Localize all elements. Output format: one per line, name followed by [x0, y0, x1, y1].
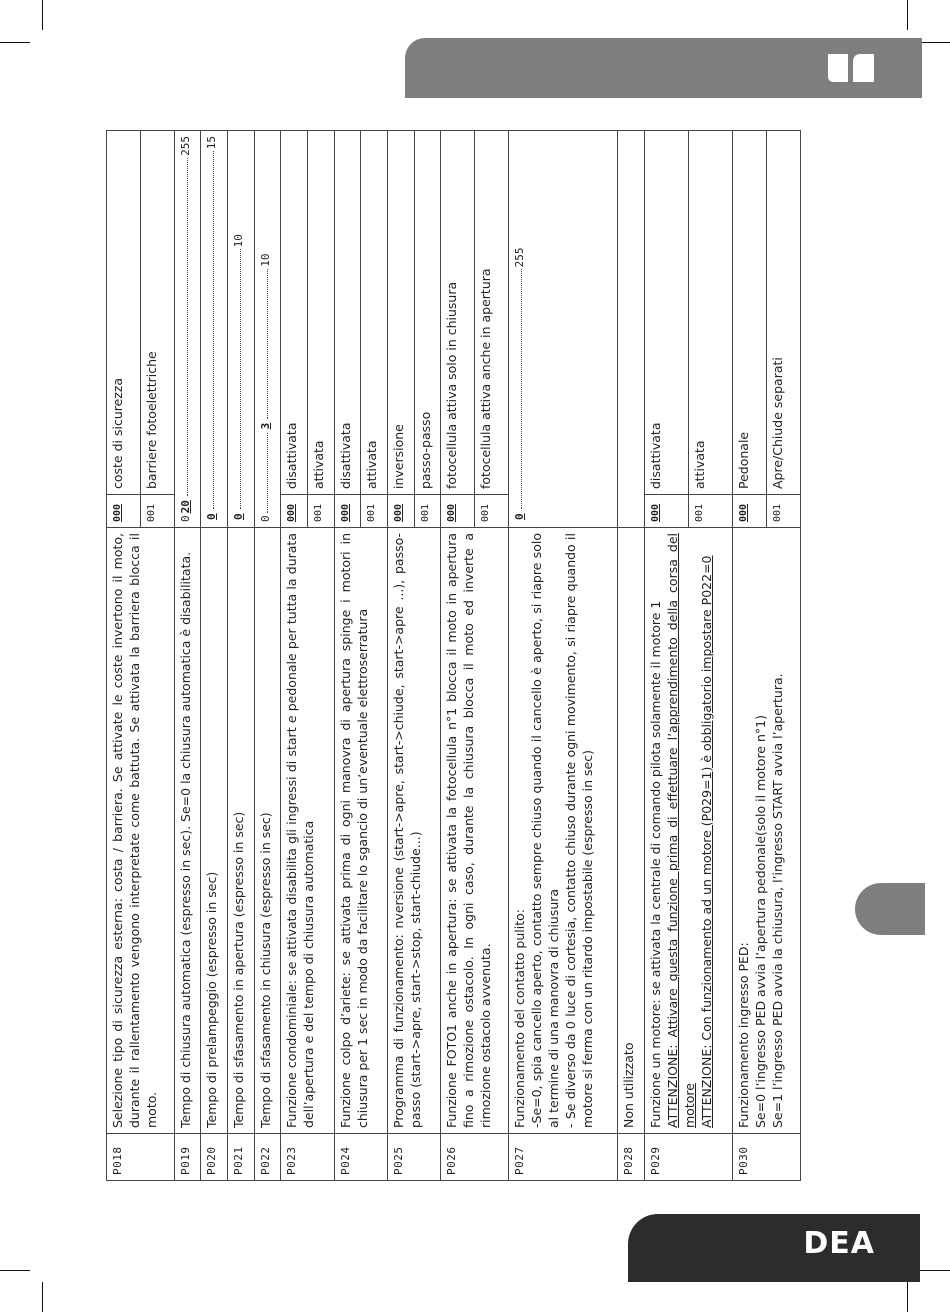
range-max: 255 — [513, 247, 527, 268]
page-tab — [855, 883, 925, 935]
table-row — [334, 131, 361, 1181]
table-row — [281, 131, 308, 1181]
crop-mark — [0, 42, 30, 43]
crop-mark — [920, 1270, 950, 1271]
table-row — [254, 131, 281, 1181]
table-row — [107, 131, 141, 1181]
desc-line: Funzionamento del contatto pulito: — [512, 909, 528, 1128]
option-code: 001 — [688, 495, 732, 528]
desc-line: -Se=0, spia cancello aperto, contatto sempre chiuso quando il cancello è aperto, si riapre solo al termine di una manovra di chiusura — [529, 533, 562, 1128]
table-row — [644, 131, 688, 1181]
option-label: passo-passo — [414, 131, 441, 495]
range-max: 15 — [205, 136, 219, 150]
option-label: coste di sicurezza — [107, 131, 141, 495]
parameter-table-rotated — [106, 130, 801, 1181]
param-description: Non utilizzato — [618, 528, 645, 1134]
table-row — [387, 131, 414, 1181]
param-code: P023 — [281, 1134, 334, 1181]
table-row — [618, 131, 645, 1181]
desc-line: Se=1 l’ingresso PED avvia la chiusura, l’ingresso START avvia l’apertura. — [770, 673, 786, 1128]
param-description: Tempo di prelampeggio (espresso in sec) — [201, 528, 228, 1134]
param-range — [174, 131, 201, 528]
option-label: inversione — [387, 131, 414, 495]
crop-mark — [920, 42, 950, 43]
param-description: Funzione colpo d’ariete: se attivata prima di ogni manovra di apertura spinge i motori in chiusura per 1 sec in modo da facilitare lo sgancio di un’eventuale elettroserratura — [334, 528, 387, 1134]
param-description: Tempo di chiusura automatica (espresso in sec). Se=0 la chiusura automatica è disabilitata. — [174, 528, 201, 1134]
param-code: P021 — [228, 1134, 255, 1181]
range-min: 0 — [258, 515, 272, 522]
option-label: fotocellula attiva anche in apertura — [475, 131, 509, 495]
param-range — [228, 131, 255, 528]
option-label: attivata — [688, 131, 732, 495]
crop-mark — [907, 0, 908, 30]
option-label: Apre/Chiude separati — [766, 131, 800, 495]
range-default: 0 — [232, 513, 246, 520]
desc-line: Funzionamento ingresso PED: — [736, 942, 752, 1128]
option-code: 001 — [140, 495, 174, 528]
option-label: disattivata — [644, 131, 688, 495]
param-range-empty — [618, 131, 645, 528]
option-code: 001 — [766, 495, 800, 528]
option-code: 001 — [308, 495, 335, 528]
param-code: P030 — [733, 1134, 801, 1181]
desc-line: - Se diverso da 0 luce di cortesia, contatto chiuso durante ogni movimento, si riapre quando il motore si ferma con un ritardo impostabile (espresso in sec) — [563, 533, 596, 1128]
table-row — [228, 131, 255, 1181]
param-range — [509, 131, 618, 528]
param-code: P018 — [107, 1134, 175, 1181]
option-label: disattivata — [281, 131, 308, 495]
param-code: P028 — [618, 1134, 645, 1181]
option-label: barriere fotoelettriche — [140, 131, 174, 495]
crop-mark — [42, 1282, 43, 1312]
table-row — [174, 131, 201, 1181]
param-code: P027 — [509, 1134, 618, 1181]
option-label: Pedonale — [733, 131, 767, 495]
param-description: Tempo di sfasamento in apertura (espresso in sec) — [228, 528, 255, 1134]
param-code: P019 — [174, 1134, 201, 1181]
desc-line: Se=0 l’ingresso PED avvia l’apertura pedonale(solo il motore n°1) — [753, 715, 769, 1128]
param-description: Selezione tipo di sicurezza esterna: costa / barriera. Se attivate le coste invertono il moto, durante il rallentamento vengono interpretate come battuta. Se attivata la barriera blocca il moto. — [107, 528, 175, 1134]
table-row — [201, 131, 228, 1181]
param-description: Programma di funzionamento: nversione (start->apre, start->chiude, start->apre ...), passo-passo (start->apre, start->stop, start-chiude...) — [387, 528, 440, 1134]
param-code: P024 — [334, 1134, 387, 1181]
crop-mark — [0, 1270, 30, 1271]
param-code: P020 — [201, 1134, 228, 1181]
param-code: P025 — [387, 1134, 440, 1181]
param-description — [644, 528, 732, 1134]
attention-label: ATTENZIONE — [664, 1048, 680, 1128]
range-max: 255 — [178, 136, 192, 156]
option-code: 000 — [733, 495, 767, 528]
param-description: Funzione FOTO1 anche in apertura: se attivata la fotocellula n°1 blocca il moto in apertura fino a rimozione ostacolo. In ogni caso, durante la chiusura blocca il moto ed inverte a rimozione ostacolo avvenuta. — [441, 528, 509, 1134]
crop-mark — [907, 1282, 908, 1312]
option-code: 000 — [441, 495, 475, 528]
option-label: disattivata — [334, 131, 361, 495]
range-default: 3 — [258, 422, 272, 430]
param-description — [733, 528, 801, 1134]
attention-text: : Con funzionamento ad un motore (P029=1) è obbligatorio impostare P022=0 — [698, 555, 714, 1049]
param-code: P022 — [254, 1134, 281, 1181]
option-code: 000 — [387, 495, 414, 528]
option-code: 000 — [334, 495, 361, 528]
param-range — [254, 131, 281, 528]
option-code: 001 — [475, 495, 509, 528]
option-code: 000 — [107, 495, 141, 528]
range-default: 0 — [205, 513, 219, 520]
range-max: 10 — [232, 234, 246, 248]
brand-logo: DEA — [803, 1226, 875, 1261]
brand-block — [628, 1214, 920, 1282]
desc-main: Funzione un motore: se attivata la centrale di comando pilota solamente il motore 1 — [647, 600, 663, 1128]
parameter-table — [106, 130, 801, 1181]
range-min: 0 — [178, 515, 192, 522]
param-description: Funzione condominiale: se attivata disabilita gli ingressi di start e pedonale per tutta la durata dell’apertura e del tempo di chiusura automatica — [281, 528, 334, 1134]
param-description — [509, 528, 618, 1134]
option-label: fotocellula attiva solo in chiusura — [441, 131, 475, 495]
table-row — [733, 131, 767, 1181]
range-max: 10 — [258, 253, 272, 267]
range-default: 20 — [178, 500, 192, 514]
param-description: Tempo di sfasamento in chiusura (espresso in sec) — [254, 528, 281, 1134]
crop-mark — [42, 0, 43, 30]
option-code: 000 — [281, 495, 308, 528]
attention-label: ATTENZIONE — [698, 1048, 714, 1128]
option-code: 001 — [414, 495, 441, 528]
table-row — [509, 131, 618, 1181]
option-label: attivata — [361, 131, 388, 495]
param-range — [201, 131, 228, 528]
option-code: 000 — [644, 495, 688, 528]
table-row — [441, 131, 475, 1181]
brand-mark-icon — [826, 50, 876, 86]
range-default: 0 — [513, 513, 527, 520]
attention-text: : Attivare questa funzione prima di effettuare l’apprendimento della corsa del motore — [664, 533, 697, 1128]
param-code: P026 — [441, 1134, 509, 1181]
option-label: attivata — [308, 131, 335, 495]
param-code: P029 — [644, 1134, 732, 1181]
option-code: 001 — [361, 495, 388, 528]
